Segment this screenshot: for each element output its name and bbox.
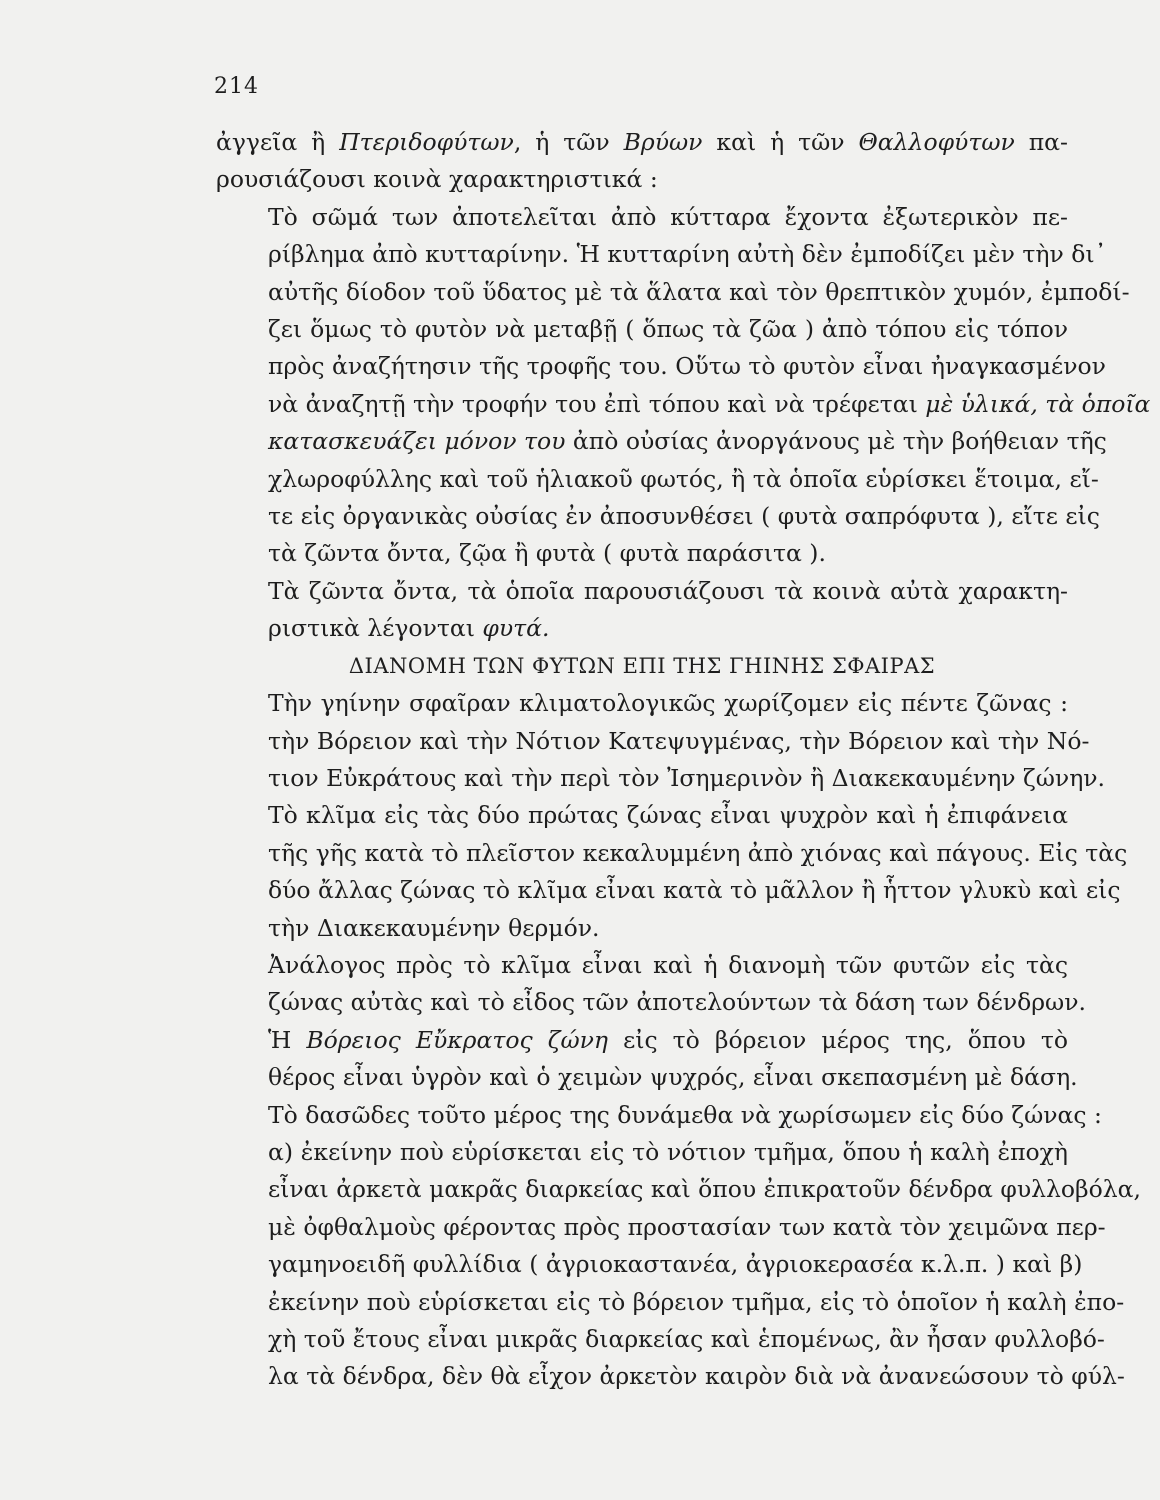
text-line: τε εἰς ὀργανικὰς οὐσίας ἐν ἀποσυνθέσει ( φυτὰ σαπρόφυτα ), εἴτε εἰς <box>268 502 1100 531</box>
text-line: ρίβλημα ἀπὸ κυτταρίνην. Ἡ κυτταρίνη αὐτὴ δὲν ἐμποδίζει μὲν τὴν δι᾽ <box>268 240 1107 269</box>
paragraph-7 <box>216 1022 1142 1396</box>
paragraph-1 <box>216 124 1068 199</box>
text-line: δύο ἄλλας ζώνας τὸ κλῖμα εἶναι κατὰ τὸ μᾶλλον ἢ ἧττον γλυκὺ καὶ εἰς <box>268 876 1121 905</box>
text-line: ριστικὰ λέγονται φυτά. <box>268 614 550 643</box>
text-line: χλωροφύλλης καὶ τοῦ ἡλιακοῦ φωτός, ἢ τὰ ὁποῖα εὑρίσκει ἕτοιμα, εἴ- <box>268 464 1099 493</box>
text-line: θέρος εἶναι ὑγρὸν καὶ ὁ χειμὼν ψυχρός, εἶναι σκεπασμένη μὲ δάση. <box>268 1063 1078 1092</box>
paragraph-4 <box>216 685 1106 797</box>
text-line: Ἡ Βόρειος Εὔκρατος ζώνη εἰς τὸ βόρειον μέρος της, ὅπου τὸ <box>268 1025 1068 1054</box>
text-line: πρὸς ἀναζήτησιν τῆς τροφῆς του. Οὕτω τὸ φυτὸν εἶναι ἠναγκασμένον <box>268 352 1106 381</box>
text-line: Τὰ ζῶντα ὄντα, τὰ ὁποῖα παρουσιάζουσι τὰ κοινὰ αὐτὰ χαρακτη- <box>268 576 1068 605</box>
text-line: γαμηνοειδῆ φυλλίδια ( ἀγριοκαστανέα, ἀγριοκερασέα κ.λ.π. ) καὶ β) <box>268 1250 1083 1279</box>
text-line: εἶναι ἀρκετὰ μακρᾶς διαρκείας καὶ ὅπου ἐπικρατοῦν δένδρα φυλλοβόλα, <box>268 1175 1142 1204</box>
paragraph-6 <box>216 947 1086 1022</box>
text-line: Τὸ σῶμά των ἀποτελεῖται ἀπὸ κύτταρα ἔχοντα ἐξωτερικὸν πε- <box>268 202 1068 231</box>
paragraph-3 <box>216 573 1068 648</box>
text-line: τὴν Διακεκαυμένην θερμόν. <box>268 913 600 942</box>
text-line: τὰ ζῶντα ὄντα, ζῷα ἢ φυτὰ ( φυτὰ παράσιτα ). <box>268 539 826 568</box>
text-line: τῆς γῆς κατὰ τὸ πλεῖστον κεκαλυμμένη ἀπὸ χιόνας καὶ πάγους. Εἰς τὰς <box>268 838 1128 867</box>
text-line: Τὸ δασῶδες τοῦτο μέρος της δυνάμεθα νὰ χωρίσωμεν εἰς δύο ζώνας : <box>268 1100 1102 1129</box>
text-line: τὴν Βόρειον καὶ τὴν Νότιον Κατεψυγμένας, τὴν Βόρειον καὶ τὴν Νό- <box>268 726 1090 755</box>
text-line: ζει ὅμως τὸ φυτὸν νὰ μεταβῇ ( ὅπως τὰ ζῶα ) ἀπὸ τόπου εἰς τόπον <box>268 315 1068 344</box>
text-line: ἐκείνην ποὺ εὑρίσκεται εἰς τὸ βόρειον τμῆμα, εἰς τὸ ὁποῖον ἡ καλὴ ἐπο- <box>268 1287 1125 1316</box>
text-line: μὲ ὀφθαλμοὺς φέροντας πρὸς προστασίαν των κατὰ τὸν χειμῶνα περ- <box>268 1212 1106 1241</box>
text-line: Τὸ κλῖμα εἰς τὰς δύο πρώτας ζώνας εἶναι ψυχρὸν καὶ ἡ ἐπιφάνεια <box>268 801 1068 830</box>
section-heading: ΔΙΑΝΟΜΗ ΤΩΝ ΦΥΤΩΝ ΕΠΙ ΤΗΣ ΓΗΙΝΗΣ ΣΦΑΙΡΑΣ <box>348 653 936 678</box>
text-line: τιον Εὐκράτους καὶ τὴν περὶ τὸν Ἰσημερινὸν ἢ Διακεκαυμένην ζώνην. <box>268 763 1106 792</box>
paragraph-5 <box>216 797 1128 947</box>
text-line: κατασκευάζει μόνον του ἀπὸ οὐσίας ἀνοργάνους μὲ τὴν βοήθειαν τῆς <box>268 427 1107 456</box>
paragraph-2 <box>216 199 1151 573</box>
page-number: 214 <box>214 74 259 99</box>
text-line: ρουσιάζουσι κοινὰ χαρακτηριστικά : <box>216 165 658 194</box>
text-line: ἀγγεῖα ἢ Πτεριδοφύτων, ἡ τῶν Βρύων καὶ ἡ τῶν Θαλλοφύτων πα- <box>216 128 1068 156</box>
text-line: ζώνας αὐτὰς καὶ τὸ εἶδος τῶν ἀποτελούντων τὰ δάση των δένδρων. <box>268 988 1086 1017</box>
text-line: λα τὰ δένδρα, δὲν θὰ εἶχον ἀρκετὸν καιρὸν διὰ νὰ ἀνανεώσουν τὸ φύλ- <box>268 1362 1125 1391</box>
body-text <box>216 124 1151 1396</box>
text-line: νὰ ἀναζητῇ τὴν τροφήν του ἐπὶ τόπου καὶ νὰ τρέφεται μὲ ὑλικά, τὰ ὁποῖα <box>268 389 1151 418</box>
text-line: α) ἐκείνην ποὺ εὑρίσκεται εἰς τὸ νότιον τμῆμα, ὅπου ἡ καλὴ ἐποχὴ <box>268 1137 1068 1166</box>
text-line: Τὴν γηίνην σφαῖραν κλιματολογικῶς χωρίζομεν εἰς πέντε ζῶνας : <box>268 689 1068 718</box>
text-line: χὴ τοῦ ἔτους εἶναι μικρᾶς διαρκείας καὶ ἑπομένως, ἂν ἦσαν φυλλοβό- <box>268 1325 1105 1353</box>
text-line: Ἀνάλογος πρὸς τὸ κλῖμα εἶναι καὶ ἡ διανομὴ τῶν φυτῶν εἰς τὰς <box>268 950 1068 979</box>
text-line: αὐτῆς δίοδον τοῦ ὕδατος μὲ τὰ ἅλατα καὶ τὸν θρεπτικὸν χυμόν, ἐμποδί- <box>268 277 1130 306</box>
